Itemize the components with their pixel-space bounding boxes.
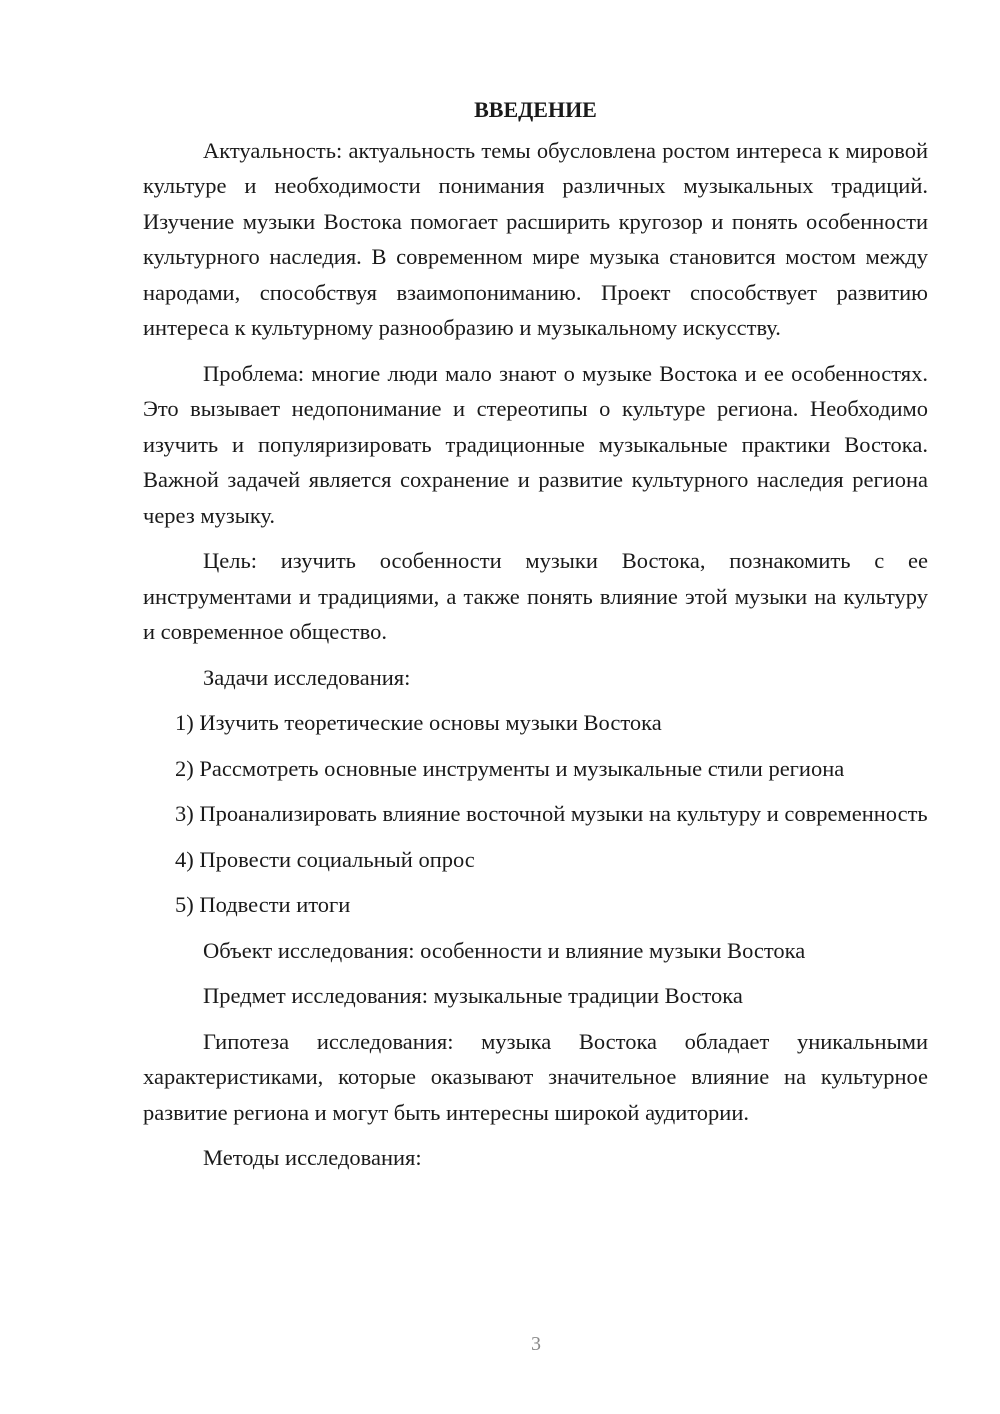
task-item-1: 1) Изучить теоретические основы музыки Востока: [175, 710, 662, 735]
task-item-4: 4) Провести социальный опрос: [175, 846, 475, 872]
task-item-5: 5) Подвести итоги: [175, 892, 351, 917]
task-item-3: 3) Проанализировать влияние восточной музыки на культуру и современность: [175, 801, 928, 826]
section-title: ВВЕДЕНИЕ: [474, 97, 597, 122]
hypothesis-paragraph: Гипотеза исследования: музыка Востока обладает уникальными характеристиками, которые оказывают значительное влияние на культурное развитие региона и могут быть интересны широкой аудитории.: [143, 1028, 928, 1125]
tasks-heading: Задачи исследования:: [203, 664, 411, 690]
page-number: 3: [531, 1333, 541, 1355]
relevance-paragraph: Актуальность: актуальность темы обусловлена ростом интереса к мировой культуре и необходимости понимания различных музыкальных традиций. Изучение музыки Востока помогает расширить кругозор и понять особенности культурного наследия. В современном мире музыка становится мостом между народами, способствуя взаимопониманию. Проект способствует развитию интереса к культурному разнообразию и музыкальному искусству.: [143, 137, 928, 340]
task-item-2: 2) Рассмотреть основные инструменты и музыкальные стили региона: [175, 755, 845, 781]
problem-paragraph: Проблема: многие люди мало знают о музыке Востока и ее особенностях. Это вызывает недопонимание и стереотипы о культуре региона. Необходимо изучить и популяризировать традиционные музыкальные практики Востока. Важной задачей является сохранение и развитие культурного наследия региона через музыку.: [143, 360, 928, 528]
goal-paragraph: Цель: изучить особенности музыки Востока, познакомить с ее инструментами и традициями, а также понять влияние этой музыки на культуру и современное общество.: [143, 548, 928, 644]
page-content: [143, 92, 928, 1186]
methods-heading: Методы исследования:: [203, 1145, 422, 1170]
object-line: Объект исследования: особенности и влияние музыки Востока: [203, 937, 806, 963]
subject-line: Предмет исследования: музыкальные традиции Востока: [203, 983, 743, 1008]
